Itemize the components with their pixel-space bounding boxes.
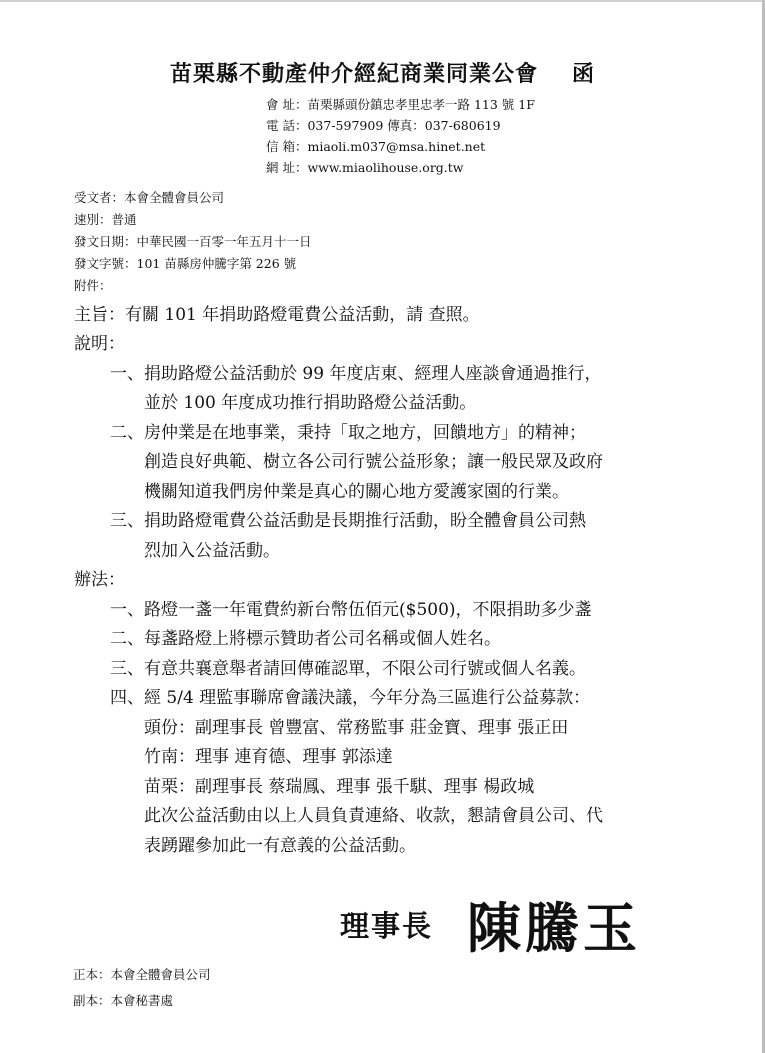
method-item (74, 655, 734, 685)
item-number: 三、 (110, 658, 144, 679)
phone-line: 電 話：037-597909 傳真：037-680619 (266, 118, 501, 133)
method-item (74, 625, 734, 655)
email-line: 信 箱：miaoli.m037@msa.hinet.net (266, 139, 486, 154)
website-line: 網 址：www.miaolihouse.org.tw (266, 160, 464, 175)
item-text: 經 5/4 理監事聯席會議決議，今年分為三區進行公益募款： (144, 688, 591, 708)
letter-body (74, 330, 734, 861)
item-number: 一、 (110, 599, 144, 620)
explanation-label: 說明： (74, 334, 125, 354)
letter-title (0, 57, 765, 88)
date-line: 發文日期：中華民國一百零一年五月十一日 (74, 234, 312, 249)
item-text-continued: 機關知道我們房仲業是真心的關心地方愛護家園的行業。 (144, 481, 569, 502)
explanation-item (74, 360, 734, 390)
speed-line: 速別：普通 (74, 212, 137, 227)
item-number: 四、 (110, 688, 144, 708)
region-zhunan: 竹南：理事 連育德、理事 郭添達 (144, 747, 393, 767)
original-recipient: 正本：本會全體會員公司 (73, 967, 211, 982)
contact-block (266, 94, 535, 178)
org-title: 苗栗縣不動產仲介經紀商業同業公會 (169, 61, 538, 87)
method-label: 辦法： (74, 570, 125, 590)
item-text: 捐助路燈電費公益活動是長期推行活動，盼全體會員公司熱 (144, 511, 586, 531)
item-text-continued: 表踴躍參加此一有意義的公益活動。 (144, 835, 416, 856)
region-toufen: 頭份：副理事長 曾豐富、常務監事 莊金寶、理事 張正田 (144, 717, 569, 738)
recipient-line: 受文者：本會全體會員公司 (74, 190, 225, 205)
item-text: 捐助路燈公益活動於 99 年度店東、經理人座談會通過推行， (144, 363, 602, 384)
method-item (74, 684, 734, 714)
signature-block (340, 886, 641, 963)
item-number: 二、 (110, 422, 144, 443)
item-text: 有意共襄意舉者請回傳確認單，不限公司行號或個人名義。 (144, 658, 586, 679)
item-text-continued: 此次公益活動由以上人員負責連絡、收款，懇請會員公司、代 (144, 806, 603, 826)
method-item (74, 596, 734, 626)
explanation-item (74, 507, 734, 537)
item-number: 三、 (110, 511, 144, 531)
item-text-continued: 烈加入公益活動。 (144, 540, 280, 561)
attachment-line: 附件： (74, 278, 112, 293)
doc-type: 函 (572, 61, 596, 87)
address-line: 會 址：苗栗縣頭份鎮忠孝里忠孝一路 113 號 1F (266, 97, 535, 112)
region-miaoli: 苗栗：副理事長 蔡瑞鳳、理事 張千騏、理事 楊政城 (144, 776, 535, 797)
signatory-title: 理事長 (340, 909, 434, 943)
dispatch-meta (74, 187, 312, 297)
explanation-item (74, 419, 734, 449)
signatory-name: 陳騰玉 (467, 896, 642, 960)
item-number: 二、 (110, 629, 144, 649)
item-text-continued: 創造良好典範、樹立各公司行號公益形象；讓一般民眾及政府 (144, 452, 603, 472)
scan-top-edge (0, 0, 765, 2)
item-text: 每盞路燈上將標示贊助者公司名稱或個人姓名。 (144, 629, 501, 649)
doc-number-line: 發文字號：101 苗縣房仲騰字第 226 號 (74, 256, 297, 271)
item-text: 路燈一盞一年電費約新台幣伍佰元($500)，不限捐助多少盞 (144, 599, 592, 620)
item-text: 房仲業是在地事業，秉持「取之地方，回饋地方」的精神； (144, 422, 586, 443)
item-number: 一、 (110, 363, 144, 384)
subject-line: 主旨：有關 101 年捐助路燈電費公益活動，請 查照。 (74, 305, 480, 325)
copy-recipient: 副本：本會秘書處 (73, 993, 174, 1008)
item-text-continued: 並於 100 年度成功推行捐助路燈公益活動。 (144, 393, 477, 413)
distribution-block (73, 962, 211, 1014)
